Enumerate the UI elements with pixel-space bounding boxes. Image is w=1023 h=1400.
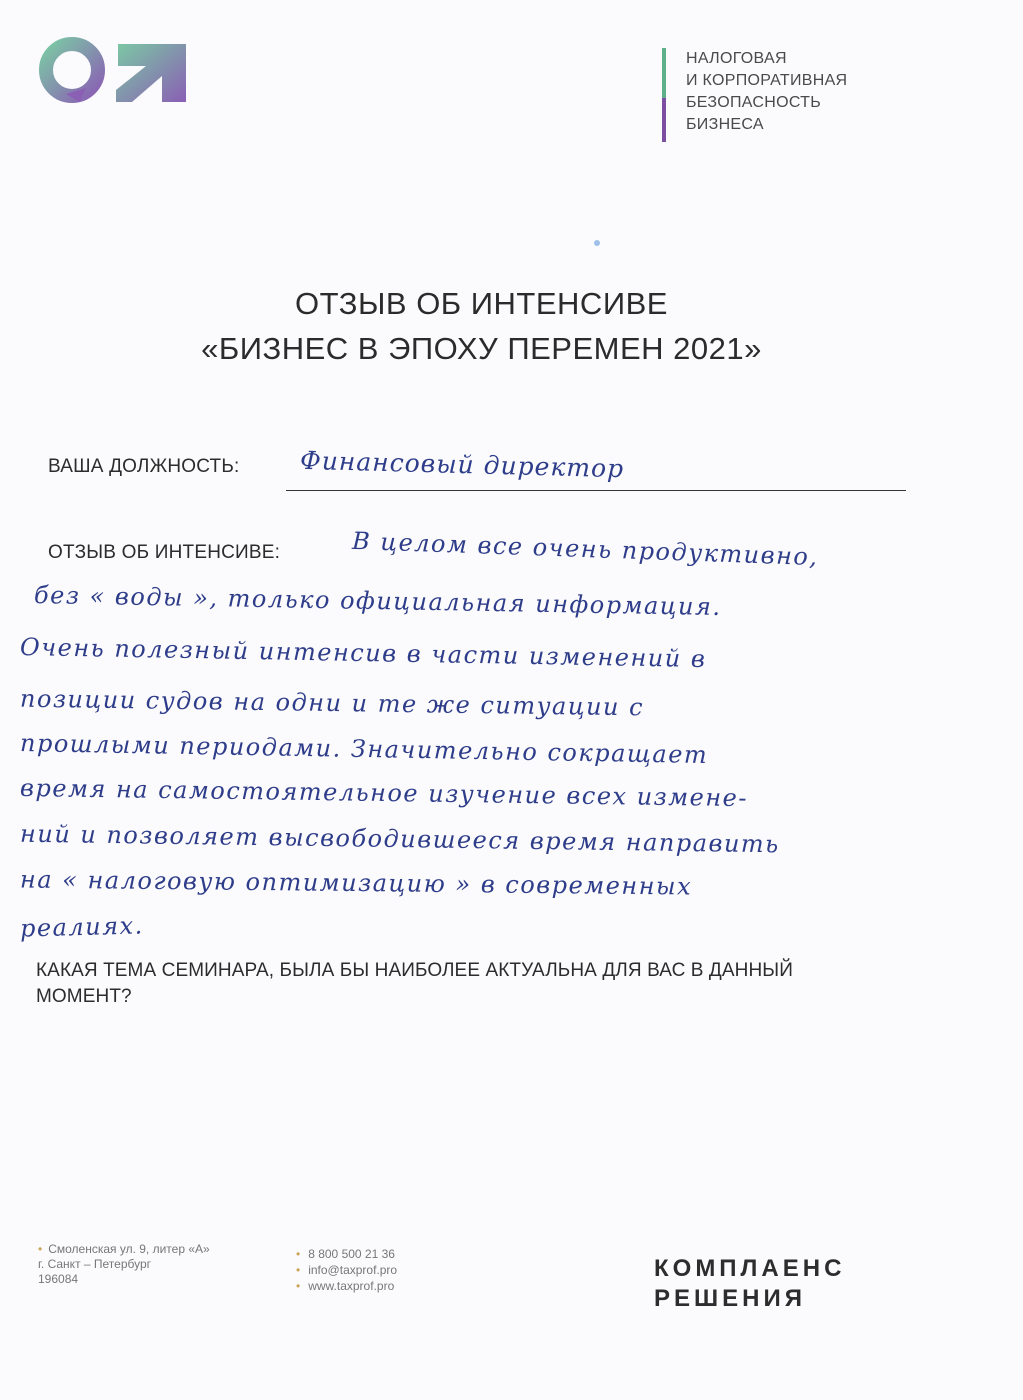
company-name xyxy=(654,1254,845,1314)
page-title-line2: «БИЗНЕС В ЭПОХУ ПЕРЕМЕН 2021» xyxy=(201,331,762,366)
address-line: г. Санкт – Петербург xyxy=(38,1257,152,1271)
footer-contacts xyxy=(296,1246,397,1294)
brand-line: И КОРПОРАТИВНАЯ xyxy=(686,72,848,89)
address-line: 196084 xyxy=(38,1272,79,1286)
review-label: ОТЗЫВ ОБ ИНТЕНСИВЕ: xyxy=(48,542,281,563)
brand-line: НАЛОГОВАЯ xyxy=(686,50,787,67)
page-title-line1: ОТЗЫВ ОБ ИНТЕНСИВЕ xyxy=(295,286,668,321)
position-value: Финансовый директор xyxy=(299,445,625,484)
brand-line: БЕЗОПАСНОСТЬ xyxy=(686,94,822,111)
address-line: Смоленская ул. 9, литер «А» xyxy=(48,1242,210,1256)
review-line: ний и позволяет высвободившееся время направить xyxy=(19,819,780,859)
position-label: ВАША ДОЛЖНОСТЬ: xyxy=(48,456,240,477)
review-line: без « воды », только официальная информация. xyxy=(33,581,722,621)
review-line: прошлыми периодами. Значительно сокращает xyxy=(19,728,709,770)
position-underline xyxy=(286,490,906,491)
company-line: РЕШЕНИЯ xyxy=(654,1285,806,1312)
phone-icon: • xyxy=(296,1247,301,1261)
review-line: позиции судов на одни и те же ситуации с xyxy=(19,684,645,722)
web-icon: • xyxy=(296,1279,301,1293)
review-line: реалиях. xyxy=(19,911,145,943)
speech-arrow-logo-icon xyxy=(36,36,196,108)
brand-line: БИЗНЕСА xyxy=(686,116,764,133)
email-link[interactable]: info@taxprof.pro xyxy=(308,1263,398,1277)
footer-address: • Смоленская ул. 9, литер «А» г. Санкт – Петербург 196084 xyxy=(38,1242,210,1286)
brand-block xyxy=(662,48,847,142)
scan-dot xyxy=(594,240,600,246)
seminar-topic-question: КАКАЯ ТЕМА СЕМИНАРА, БЫЛА БЫ НАИБОЛЕЕ АКТУАЛЬНА ДЛЯ ВАС В ДАННЫЙ МОМЕНТ? xyxy=(36,960,793,1007)
review-line: В целом все очень продуктивно, xyxy=(351,526,819,572)
review-line: время на самостоятельное изучение всех измене- xyxy=(19,773,749,813)
review-line: на « налоговую оптимизацию » в современных xyxy=(19,865,693,901)
website-link[interactable]: www.taxprof.pro xyxy=(308,1279,395,1293)
company-line: КОМПЛАЕНС xyxy=(654,1255,846,1282)
email-icon: • xyxy=(296,1263,301,1277)
review-line: Очень полезный интенсив в части изменений в xyxy=(19,633,707,673)
phone-number: 8 800 500 21 36 xyxy=(308,1247,395,1261)
